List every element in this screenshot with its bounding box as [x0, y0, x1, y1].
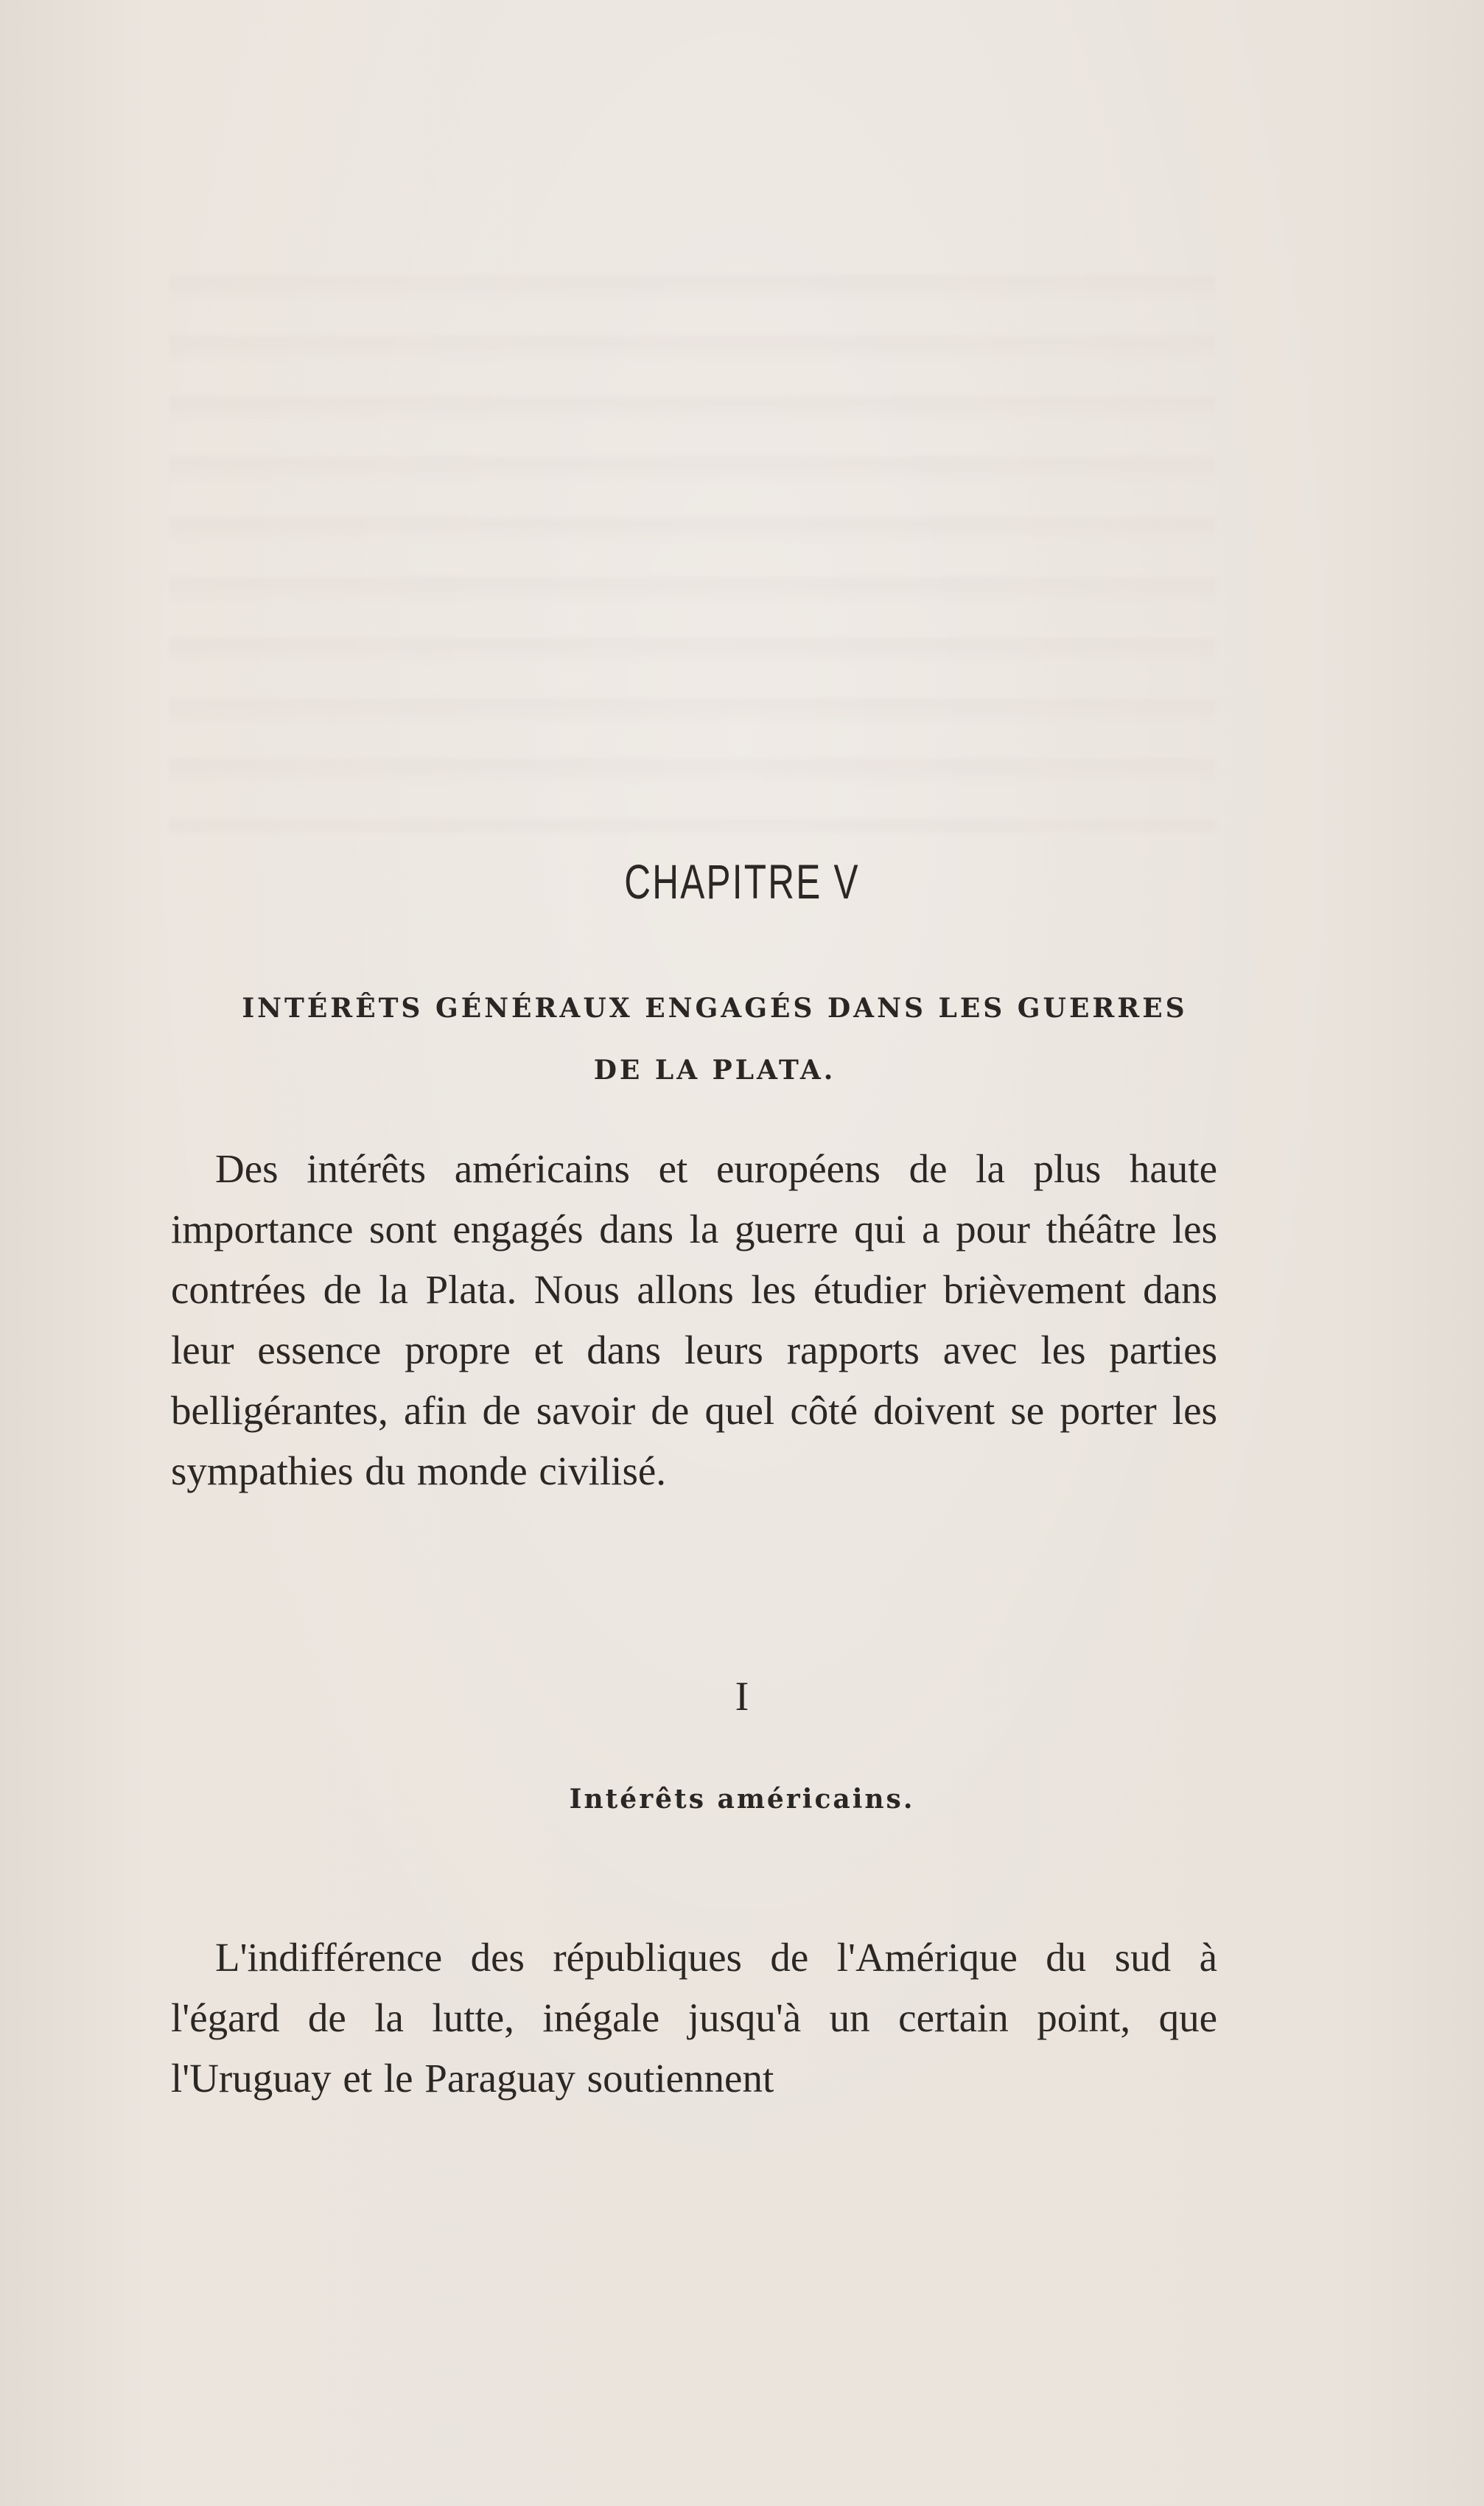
- chapter-subtitle: INTÉRÊTS GÉNÉRAUX ENGAGÉS DANS LES GUERRES DE LA PLATA.: [242, 993, 1188, 1086]
- chapter-title: CHAPITRE V: [624, 854, 860, 909]
- paragraph-intro: [171, 1139, 1217, 1501]
- paragraph-intro-text: Des intérêts américains et européens de la plus haute importance sont engagés dans la guerre qui a pour théâtre les contrées de la Plata. Nous allons les étudier brièvement dans leur essence propre et dans leurs rapports avec les parties belligérantes, afin de savoir de quel côté doivent se porter les sympathies du monde civilisé.: [171, 1146, 1217, 1493]
- paragraph-section-one: [171, 1927, 1217, 2109]
- bleed-through-text: [169, 243, 1216, 833]
- paragraph-section-one-text: L'indifférence des républiques de l'Amérique du sud à l'égard de la lutte, inégale jusqu'à un certain point, que l'Uruguay et le Paraguay soutiennent: [171, 1935, 1217, 2101]
- section-title: Intérêts américains.: [569, 1784, 915, 1815]
- section-number: I: [735, 1674, 749, 1720]
